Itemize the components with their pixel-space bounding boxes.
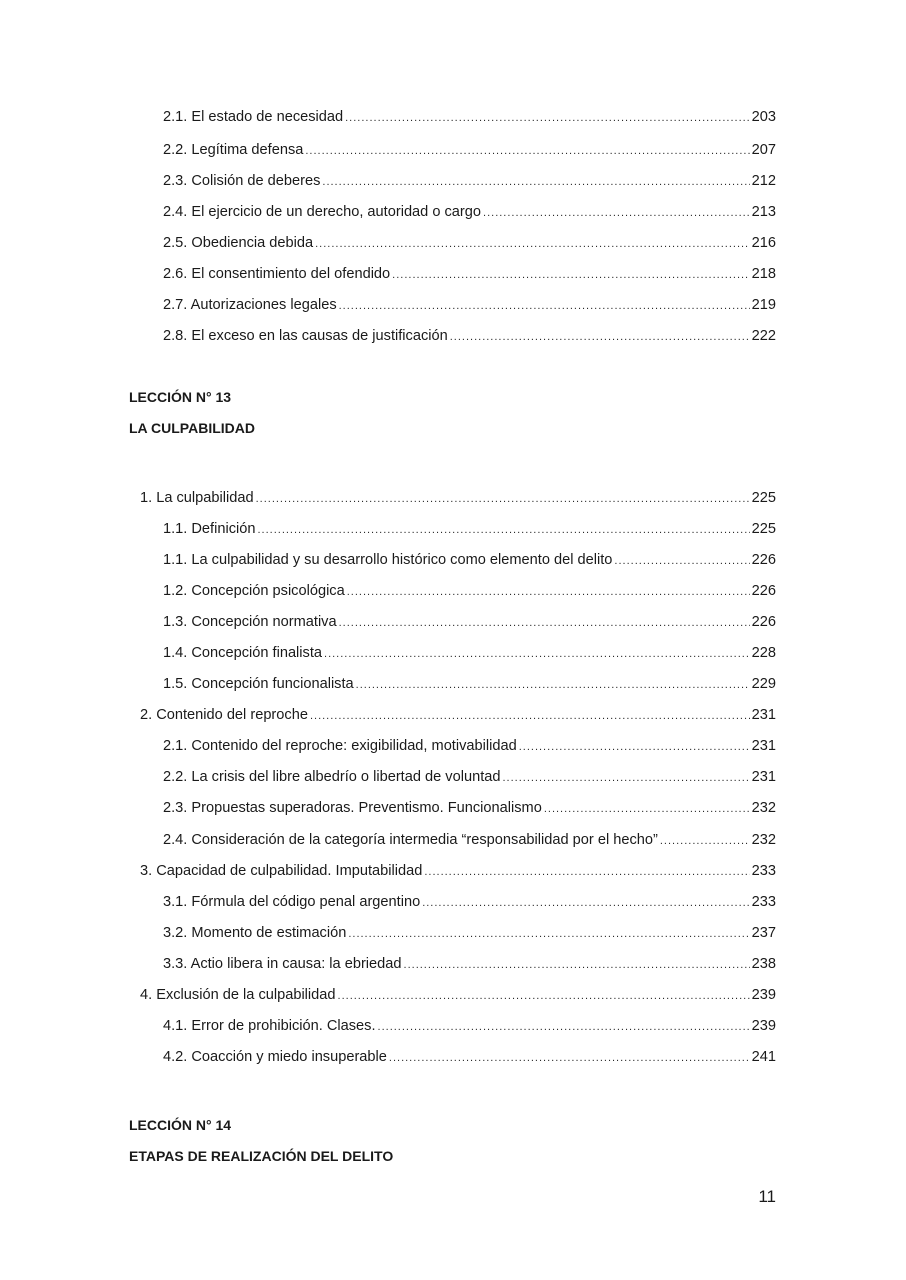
toc-entry-page: 225 [751,490,776,506]
toc-leader-dots [315,234,750,254]
toc-entry-label: 2.4. El ejercicio de un derecho, autoridad o cargo [163,204,482,220]
toc-entry[interactable] [140,984,776,1006]
toc-entry[interactable] [163,263,776,285]
toc-entry-page: 216 [751,235,776,251]
toc-entry-label: 4. Exclusión de la culpabilidad [140,987,336,1003]
toc-leader-dots [256,489,750,509]
toc-entry-label: 1. La culpabilidad [140,490,254,506]
toc-entry-label: 1.3. Concepción normativa [163,614,337,630]
toc-leader-dots [339,296,750,316]
toc-entry-label: 2.8. El exceso en las causas de justificación [163,328,448,344]
toc-entry-label: 2.3. Colisión de deberes [163,173,321,189]
toc-entry-label: 2.6. El consentimiento del ofendido [163,266,391,282]
toc-entry[interactable] [163,106,776,128]
toc-leader-dots [338,986,750,1006]
toc-entry-page: 218 [751,266,776,282]
toc-entry[interactable] [163,611,776,633]
toc-entry-label: 2.7. Autorizaciones legales [163,297,337,313]
toc-entry[interactable] [163,766,776,788]
toc-entry-page: 229 [751,676,776,692]
toc-entry-label: 4.2. Coacción y miedo insuperable [163,1049,387,1065]
toc-entry[interactable] [163,797,776,819]
toc-entry-label: 2.2. La crisis del libre albedrío o libertad de voluntad [163,769,501,785]
toc-entry[interactable] [163,891,776,913]
toc-entry[interactable] [163,1046,776,1068]
toc-entry-page: 239 [751,1018,776,1034]
toc-entry-label: 2.1. Contenido del reproche: exigibilidad, motivabilidad [163,738,517,754]
toc-entry-page: 232 [751,832,776,848]
toc-entry[interactable] [140,704,776,726]
toc-leader-dots [324,644,750,664]
toc-leader-dots [404,955,750,975]
toc-leader-dots [544,799,750,819]
toc-entry[interactable] [163,294,776,316]
toc-entry-label: 2.5. Obediencia debida [163,235,314,251]
toc-entry-label: 2.1. El estado de necesidad [163,109,344,125]
lesson-title-heading: ETAPAS DE REALIZACIÓN DEL DELITO [129,1148,394,1164]
toc-entry[interactable] [163,829,776,851]
toc-entry-label: 1.1. La culpabilidad y su desarrollo histórico como elemento del delito [163,552,613,568]
toc-entry-label: 1.1. Definición [163,521,256,537]
toc-entry[interactable] [163,232,776,254]
toc-entry-label: 2.2. Legítima defensa [163,142,304,158]
toc-entry-page: 237 [751,925,776,941]
toc-entry-page: 225 [751,521,776,537]
toc-leader-dots [310,706,750,726]
toc-leader-dots [322,172,749,192]
toc-leader-dots [450,327,750,347]
toc-entry-page: 231 [751,738,776,754]
toc-entry-label: 1.5. Concepción funcionalista [163,676,354,692]
toc-entry-page: 222 [751,328,776,344]
toc-entry-label: 1.4. Concepción finalista [163,645,323,661]
toc-entry-label: 2.4. Consideración de la categoría intermedia “responsabilidad por el hecho” [163,832,658,848]
toc-leader-dots [378,1017,750,1037]
toc-entry-page: 226 [751,552,776,568]
toc-entry-page: 232 [751,800,776,816]
toc-entry-label: 3.2. Momento de estimación [163,925,347,941]
toc-entry-page: 239 [751,987,776,1003]
toc-leader-dots [356,675,750,695]
toc-leader-dots [424,862,749,882]
toc-leader-dots [257,520,749,540]
toc-entry-page: 226 [751,614,776,630]
toc-leader-dots [660,831,750,851]
toc-entry-page: 241 [751,1049,776,1065]
toc-entry[interactable] [163,325,776,347]
toc-entry-label: 2.3. Propuestas superadoras. Preventismo. Funcionalismo [163,800,542,816]
toc-entry[interactable] [163,922,776,944]
toc-entry-page: 213 [751,204,776,220]
toc-entry[interactable] [163,549,776,571]
toc-entry[interactable] [163,953,776,975]
toc-entry-label: 3. Capacidad de culpabilidad. Imputabilidad [140,863,423,879]
toc-leader-dots [348,924,749,944]
toc-entry[interactable] [163,1015,776,1037]
toc-leader-dots [392,265,749,285]
lesson-number-heading: LECCIÓN N° 14 [129,1117,232,1133]
toc-entry-label: 4.1. Error de prohibición. Clases. [163,1018,376,1034]
toc-entry-page: 231 [751,769,776,785]
toc-entry[interactable] [140,860,776,882]
toc-leader-dots [339,613,750,633]
toc-entry[interactable] [163,201,776,223]
toc-entry[interactable] [163,170,776,192]
toc-entry-page: 212 [751,173,776,189]
toc-entry[interactable] [163,139,776,161]
toc-entry[interactable] [163,673,776,695]
toc-entry-label: 3.3. Actio libera in causa: la ebriedad [163,956,402,972]
toc-leader-dots [389,1048,750,1068]
toc-entry-page: 233 [751,863,776,879]
toc-entry-label: 3.1. Fórmula del código penal argentino [163,894,421,910]
toc-leader-dots [519,737,750,757]
toc-leader-dots [422,893,749,913]
toc-leader-dots [483,203,750,223]
toc-entry-page: 226 [751,583,776,599]
toc-entry[interactable] [163,735,776,757]
toc-entry-page: 231 [751,707,776,723]
page-number: 11 [758,1187,776,1206]
toc-entry-label: 1.2. Concepción psicológica [163,583,345,599]
toc-leader-dots [347,582,750,602]
toc-leader-dots [305,141,749,161]
toc-entry-label: 2. Contenido del reproche [140,707,308,723]
toc-entry-page: 228 [751,645,776,661]
lesson-title-heading: LA CULPABILIDAD [129,420,255,436]
toc-entry-page: 233 [751,894,776,910]
lesson-number-heading: LECCIÓN N° 13 [129,389,232,405]
toc-entry-page: 207 [751,142,776,158]
toc-leader-dots [614,551,749,571]
toc-entry[interactable] [163,580,776,602]
toc-leader-dots [502,768,749,788]
toc-entry[interactable] [163,642,776,664]
toc-leader-dots [345,108,750,128]
toc-entry[interactable] [163,518,776,540]
toc-entry-page: 219 [751,297,776,313]
toc-entry-page: 203 [751,109,776,125]
toc-entry[interactable] [140,487,776,509]
toc-entry-page: 238 [751,956,776,972]
